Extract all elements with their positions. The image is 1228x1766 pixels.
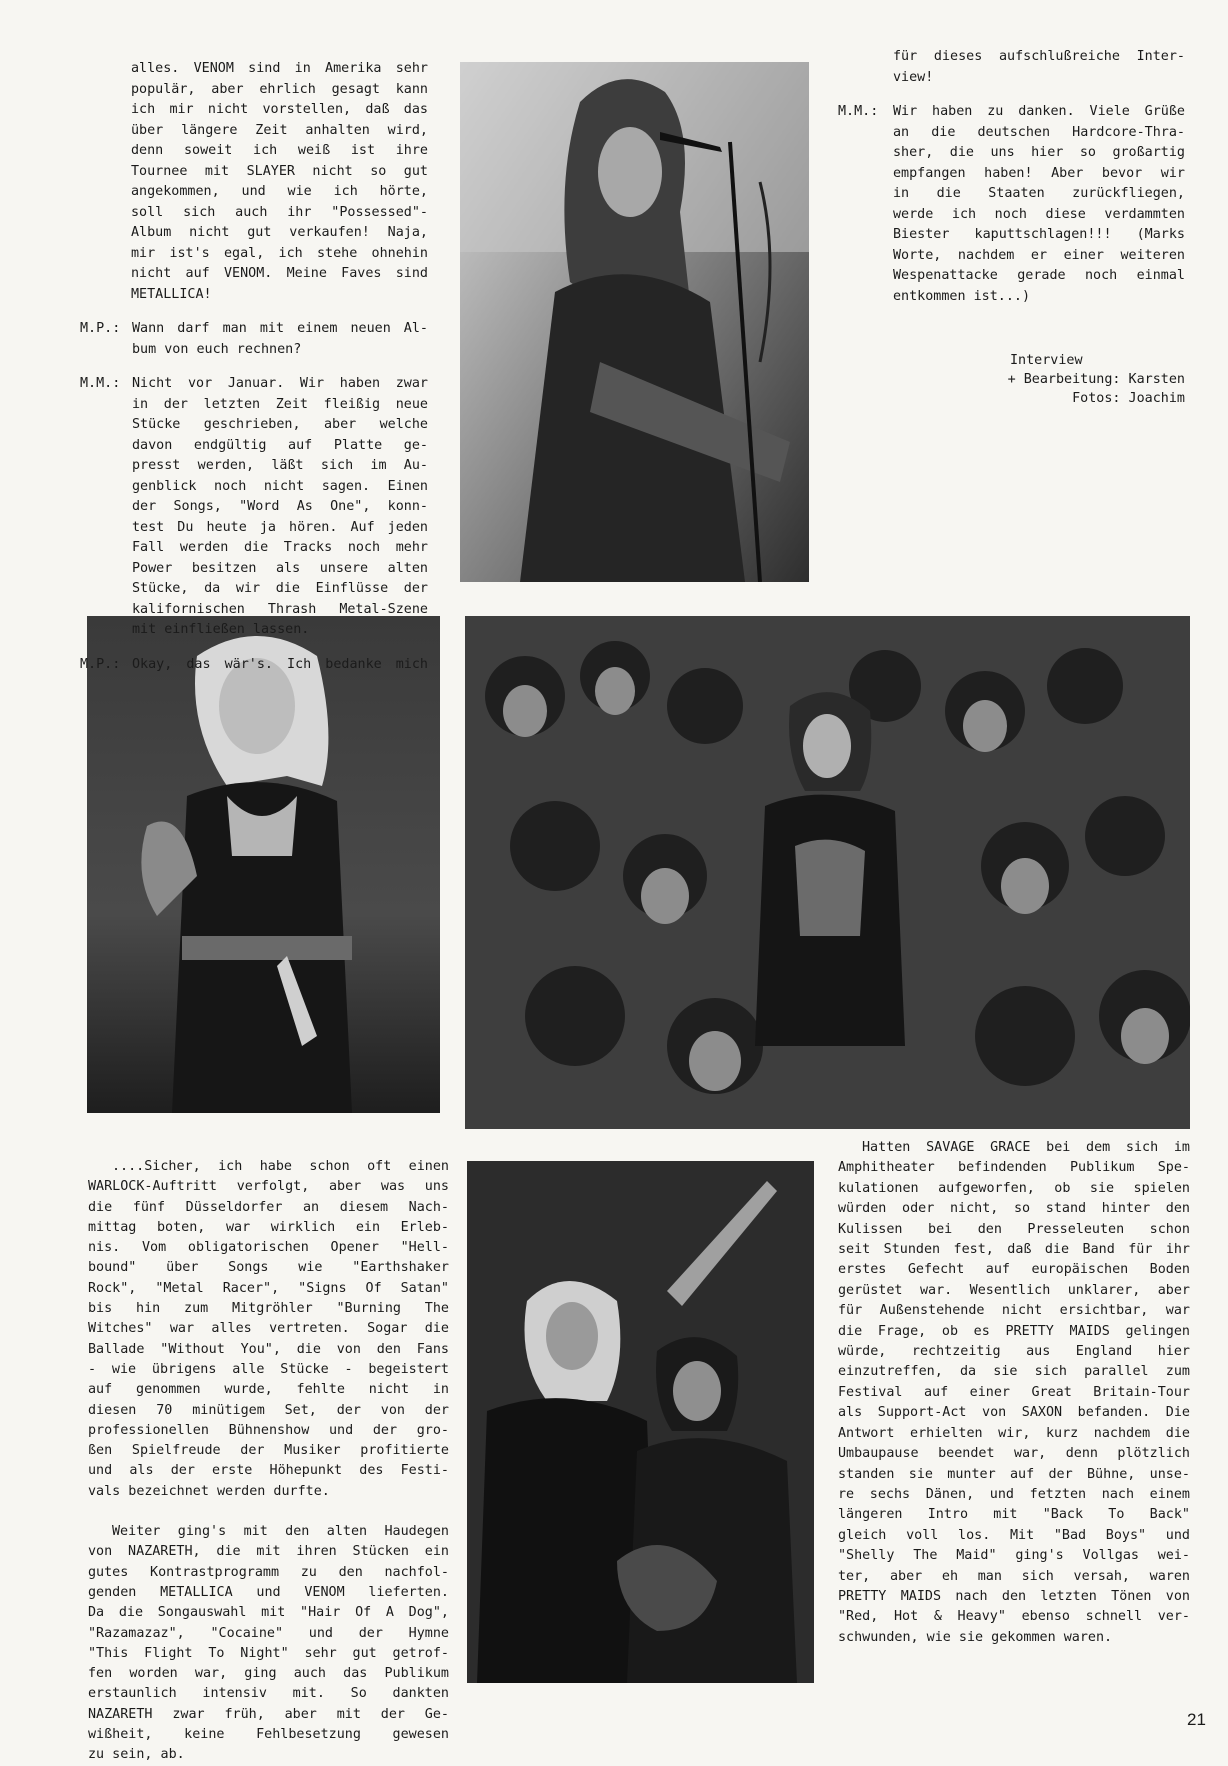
text-line: gutes Kontrastprogramm zu den nachfol- [88,1564,449,1580]
text-line: Rock", "Metal Racer", "Signs Of Satan" [88,1280,449,1296]
pretty-maids-paragraph [838,1138,1190,1648]
text-line: wißheit, keine Fehlbesetzung gewesen [88,1727,449,1743]
text-line: Stücke geschrieben, aber welche [132,417,428,432]
text-line: ter, aber eh man sich versah, waren [838,1568,1190,1584]
text-line: kulationen aufgeworfen, ob sie spielen [838,1180,1190,1196]
photo-singer-warlock [87,616,440,1113]
text-line: denn soweit ich weiß ist ihre [131,143,428,158]
text-line: Stücke, da wir die Einflüsse der [132,581,428,596]
intro-paragraph [80,59,428,305]
bottom-left-column [88,1157,449,1766]
text-line: empfangen haben! Aber bevor wir [893,165,1185,181]
text-line: WARLOCK-Auftritt verfolgt, aber was uns [88,1179,449,1195]
text-line: "Red, Hot & Heavy" ebenso schnell ver- [838,1609,1190,1625]
text-line: der Songs, "Word As One", konn- [132,499,428,514]
text-line: zu sein, ab. [88,1747,185,1763]
text-line: genden METALLICA und VENOM lieferten. [88,1584,449,1600]
text-line: Fall werden die Tracks noch mehr [132,540,428,555]
speaker-label: M.P.: [80,321,121,336]
text-line: Da die Songauswahl mit "Hair Of A Dog", [88,1605,449,1621]
text-line: werde ich noch diese verdammten [893,206,1185,222]
nazareth-paragraph [88,1522,449,1766]
text-line: erstes Gefecht auf europäischen Boden [838,1262,1190,1278]
text-line: Wann darf man mit einem neuen Al- [132,321,428,336]
text-line: davon endgültig auf Platte ge- [132,437,428,453]
top-right-column [838,47,1185,321]
text-line: PRETTY MAIDS nach den letzten Tönen von [838,1588,1190,1604]
text-line: Festival auf einer Great Britain-Tour [838,1384,1190,1400]
text-line: Amphitheater befindenden Publikum Spe- [838,1160,1190,1176]
text-line: Power besitzen als unsere alten [132,560,428,576]
text-line: Antwort erhielten wir, kurz nachdem die [838,1425,1190,1441]
text-line: bum von euch rechnen? [132,341,302,357]
credit-line: Interview [1010,353,1083,368]
text-line: ....Sicher, ich habe schon oft einen [112,1159,449,1174]
text-line: Wespenattacke gerade noch einmal [893,268,1185,283]
text-line: fen worden war, ging auch das Publikum [88,1666,449,1682]
photo-crowd [465,616,1190,1129]
intro-paragraph [838,47,1185,88]
text-line: Worte, nachdem er einer weiteren [893,247,1185,263]
text-line: vals bezeichnet werden durfte. [88,1483,330,1499]
article-credits [930,351,1185,408]
text-line: als Support-Act von SAXON befanden. Die [838,1405,1190,1421]
text-line: view! [893,69,934,85]
credit-line: + Bearbeitung: Karsten [1007,372,1185,387]
text-line: test Du heute ja hören. Auf jeden [132,519,428,535]
text-line: gerüstet war. Wesentlich unklarer, aber [838,1282,1190,1298]
text-line: kalifornischen Thrash Metal-Szene [132,601,428,617]
text-line: schwunden, wie sie gekommen waren. [838,1629,1113,1645]
text-line: soll sich auch ihr "Possessed"- [131,204,428,220]
text-line: würden oder nicht, so stand hinter den [838,1201,1190,1217]
text-line: entkommen ist...) [893,288,1031,304]
photo-pretty-maids-live [467,1161,814,1683]
answer-1 [80,374,428,641]
text-line: für dieses aufschlußreiche Inter- [893,49,1185,64]
question-1 [80,319,428,360]
text-line: angekommen, und wie ich hörte, [131,184,428,199]
text-line: Umbaupause beendet war, denn plötzlich [838,1446,1190,1462]
speaker-label: M.M.: [838,104,879,119]
text-line: presst werden, läßt sich im Au- [132,458,428,473]
text-line: ich mir nicht vorstellen, daß das [131,102,428,117]
text-line: ßen Spielfreude der Musiker profitierte [88,1443,449,1459]
warlock-paragraph-cont [88,1177,449,1502]
text-line: Kulissen bei den Presseleuten schon [838,1221,1190,1237]
text-line: diesen 70 minütigem Set, der von der [88,1402,449,1418]
text-line: alles. VENOM sind in Amerika sehr [131,61,428,76]
text-line: längeren Intro mit "Back To Back" [838,1507,1190,1523]
text-line: genblick noch nicht sagen. Einen [132,478,428,494]
photo-guitarist-live [460,62,809,582]
text-line: "Razamazaz", "Cocaine" und der Hymne [88,1625,449,1641]
text-line: Wir haben zu danken. Viele Grüße [893,104,1185,119]
text-line: über längere Zeit anhalten wird, [131,122,428,138]
text-line: nis. Vom obligatorischen Opener "Hell- [88,1240,449,1256]
text-line: professionellen Bühnenshow und der gro- [88,1422,449,1438]
text-line: in die Staaten zurückfliegen, [893,186,1185,201]
text-line: Album nicht gut verkaufen! Naja, [131,225,428,240]
text-line: Biester kaputtschlagen!!! (Marks [893,227,1185,242]
text-line: würde, rechtzeitig aus England hier [838,1344,1190,1360]
text-line: auf genommen wurde, fehlte nicht in [88,1382,449,1398]
text-line: und als der erste Höhepunkt des Festi- [88,1463,449,1479]
text-line: bound" über Songs wie "Earthshaker [88,1260,449,1276]
text-line: bis hin zum Mitgröhler "Burning The [88,1301,449,1317]
answer-2 [838,102,1185,307]
page-number: 21 [1187,1710,1206,1729]
text-line: standen sie munter auf der Bühne, unse- [838,1466,1190,1482]
text-line: einzutreffen, da sie sich parallel zum [838,1364,1190,1380]
text-line: für Außenstehende nicht ersichtbar, war [838,1303,1190,1319]
text-line: "Shelly The Maid" ging's Vollgas wei- [838,1548,1190,1564]
text-line: Okay, das wär's. Ich bedanke mich [132,656,428,672]
question-2 [80,655,428,676]
text-line: die Frage, ob es PRETTY MAIDS gelingen [838,1323,1190,1339]
text-line: sher, die uns hier so großartig [893,145,1185,160]
text-line: METALLICA! [131,286,212,302]
text-line: Tournee mit SLAYER nicht so gut [131,163,428,179]
text-line: Witches" war alles vertreten. Sogar die [88,1321,449,1337]
text-line: re sechs Dänen, und fetzten nach einem [838,1486,1190,1502]
text-line: mittag boten, war wirklich ein Erleb- [88,1219,449,1235]
text-line: gleich voll los. Mit "Bad Boys" und [838,1527,1190,1543]
speaker-label: M.M.: [80,376,121,391]
speaker-label: M.P.: [80,656,121,672]
text-line: erstaunlich intensiv mit. So dankten [88,1686,449,1702]
text-line: in der letzten Zeit fleißig neue [132,396,428,412]
text-line: NAZARETH zwar früh, aber mit der Ge- [88,1706,449,1722]
text-line: nicht auf VENOM. Meine Faves sind [131,266,428,281]
text-line: - wie übrigens alle Stücke - begeistert [88,1361,449,1377]
top-left-column [80,59,428,689]
text-line: Weiter ging's mit den alten Haudegen [112,1524,449,1540]
text-line: von NAZARETH, die mit ihren Stücken ein [88,1544,449,1560]
credit-line: Fotos: Joachim [1072,391,1185,406]
text-line: Hatten SAVAGE GRACE bei dem sich im [862,1140,1190,1155]
text-line: "This Flight To Night" sehr gut getrof- [88,1645,449,1661]
text-line: mir ist's egal, ich stehe ohnehin [131,245,428,261]
text-line: Nicht vor Januar. Wir haben zwar [132,376,428,391]
text-line: Ballade "Without You", die von den Fans [88,1341,449,1357]
text-line: die fünf Düsseldorfer an diesem Nach- [88,1199,449,1215]
text-line: populär, aber ehrlich gesagt kann [131,81,428,97]
warlock-paragraph [88,1157,449,1177]
text-line: an die deutschen Hardcore-Thra- [893,124,1185,140]
bottom-right-column [838,1138,1190,1648]
text-line: mit einfließen lassen. [132,622,310,637]
text-line: seit Stunden fest, daß die Band für ihr [838,1242,1190,1258]
